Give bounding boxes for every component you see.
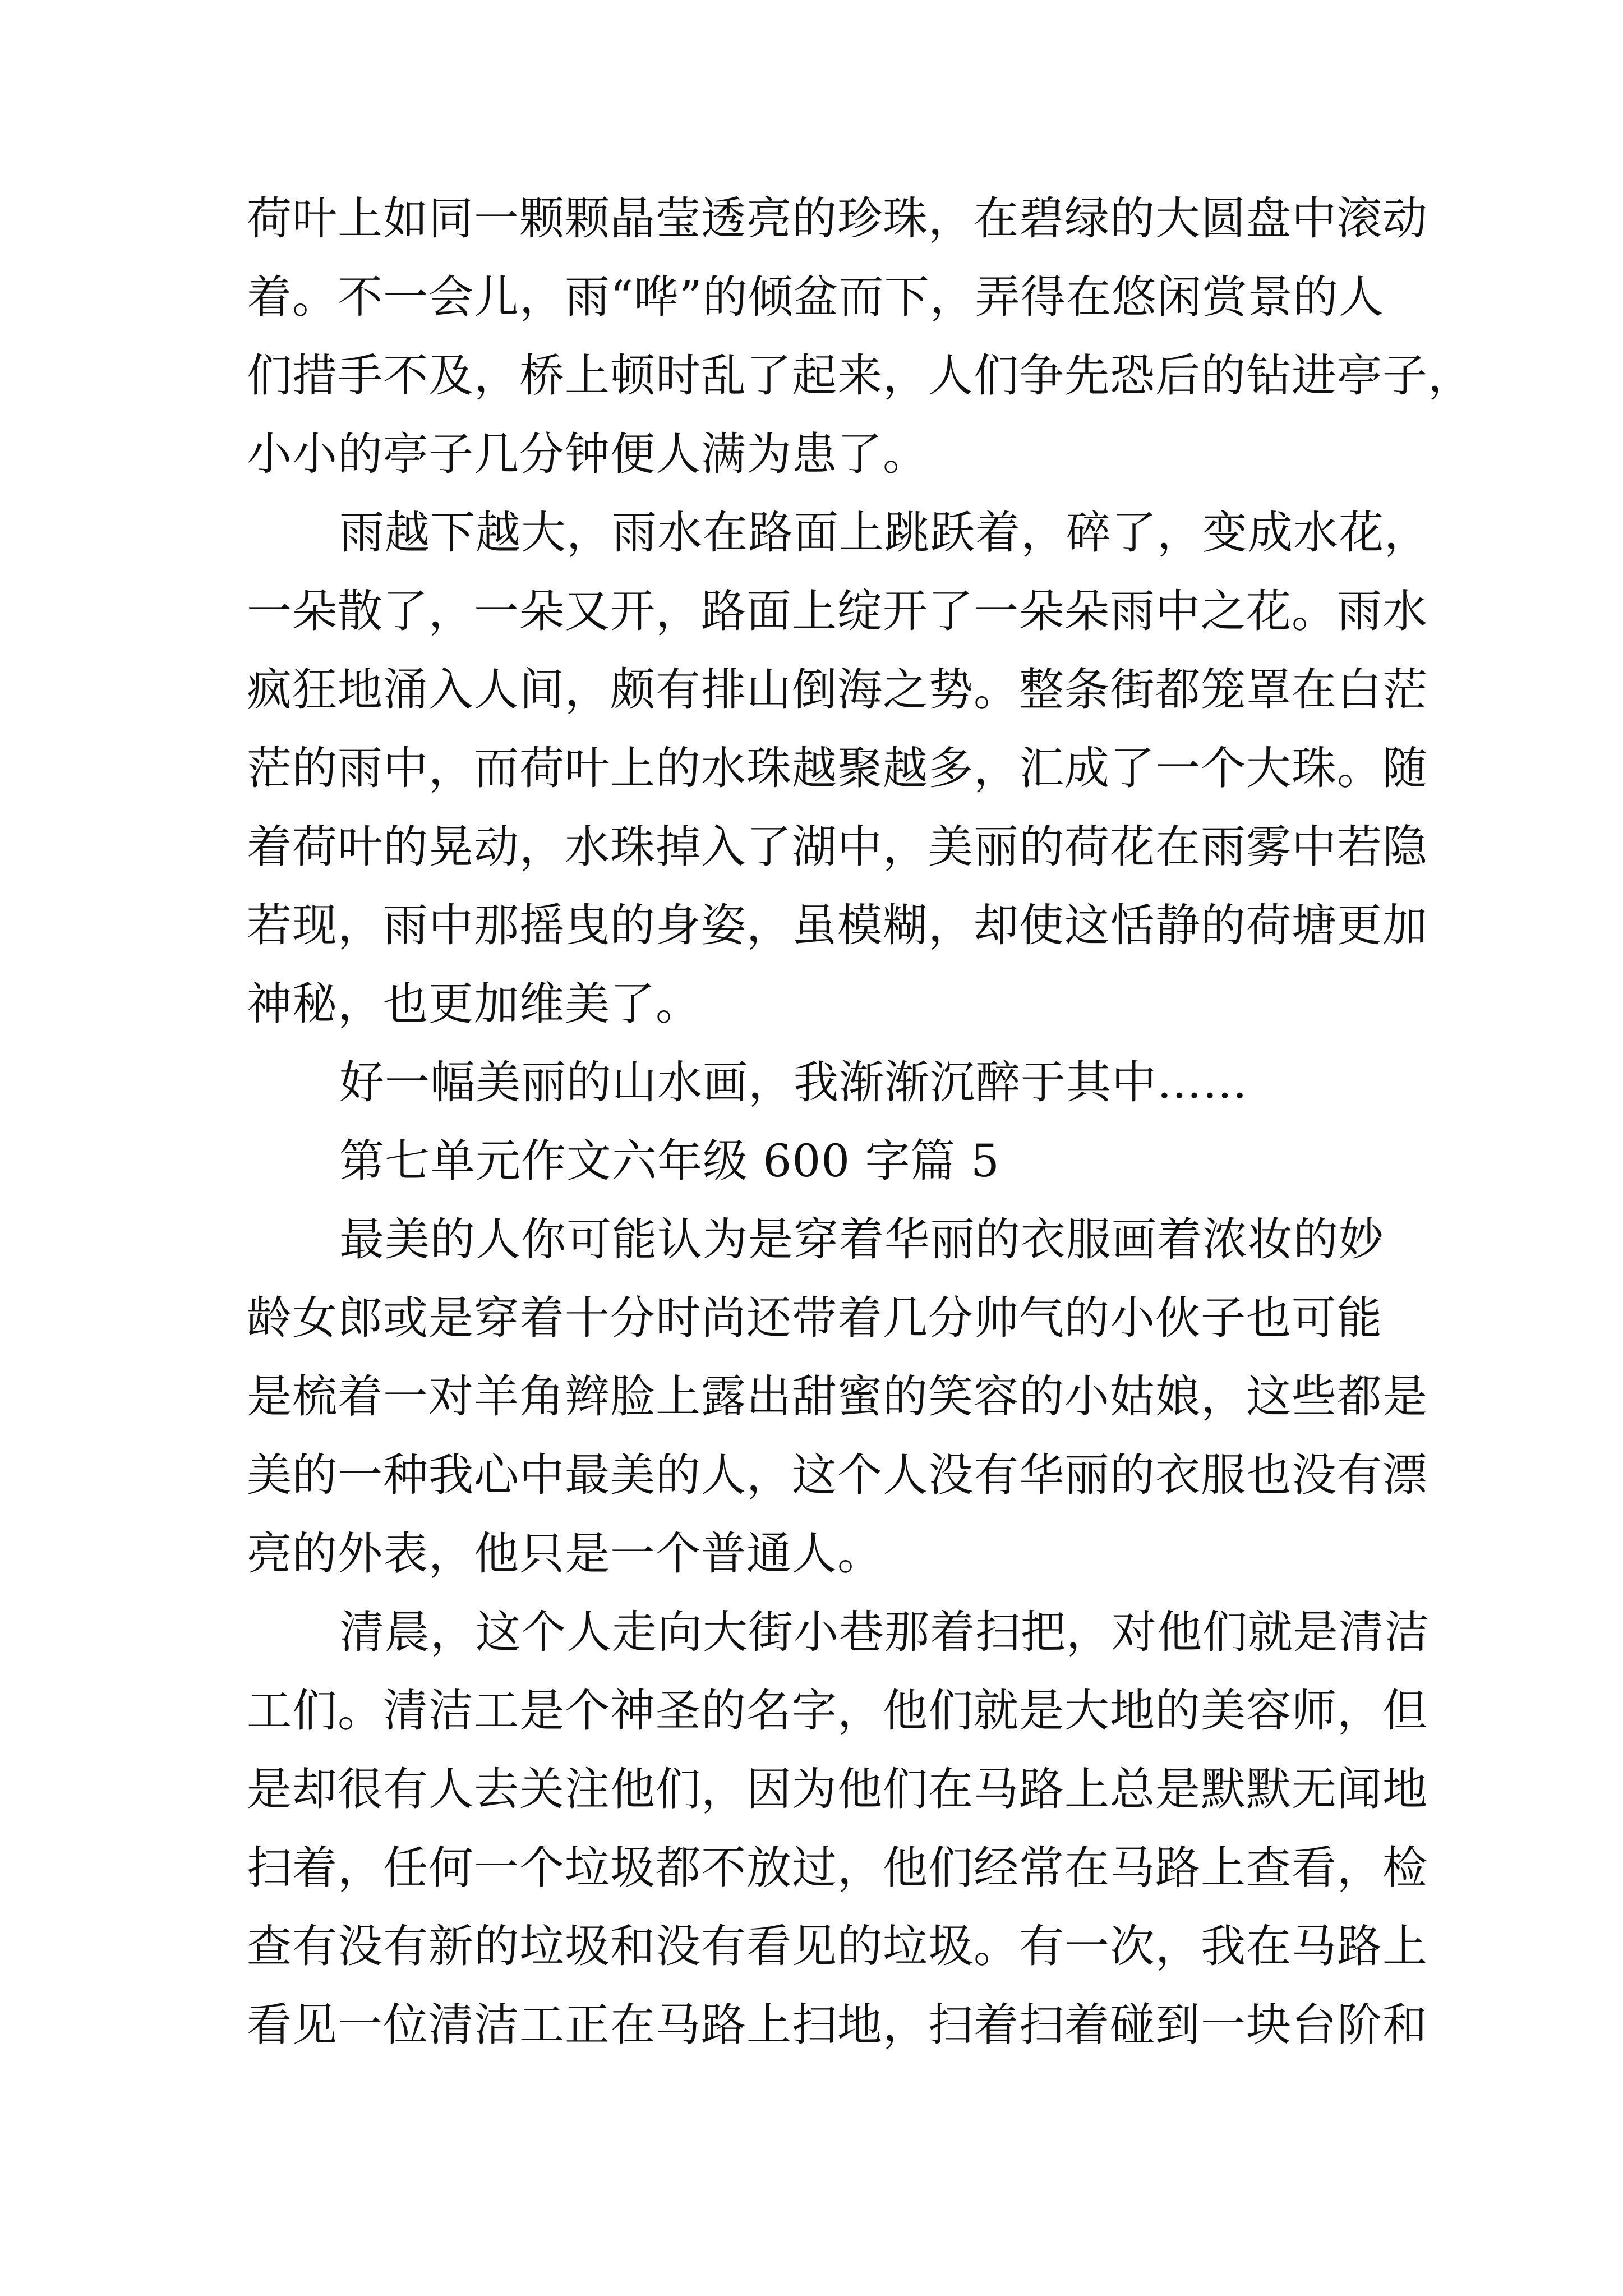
text-line: 茫的雨中，而荷叶上的水珠越聚越多，汇成了一个大珠。随 bbox=[247, 742, 1428, 794]
text-line: 扫着，任何一个垃圾都不放过，他们经常在马路上查看，检 bbox=[247, 1842, 1428, 1894]
text-line: 着。不一会儿，雨“哗”的倾盆而下，弄得在悠闲赏景的人 bbox=[247, 271, 1384, 323]
text-line: 是却很有人去关注他们，因为他们在马路上总是默默无闻地 bbox=[247, 1763, 1428, 1815]
text-line: 工们。清洁工是个神圣的名字，他们就是大地的美容师，但 bbox=[247, 1685, 1428, 1737]
text-line: 龄女郎或是穿着十分时尚还带着几分帅气的小伙子也可能 bbox=[247, 1292, 1382, 1344]
paragraph-first-line: 最美的人你可能认为是穿着华丽的衣服画着浓妆的妙 bbox=[339, 1213, 1384, 1266]
paragraph-first-line: 清晨，这个人走向大街小巷那着扫把，对他们就是清洁 bbox=[339, 1606, 1430, 1658]
text-line: 看见一位清洁工正在马路上扫地，扫着扫着碰到一块台阶和 bbox=[247, 1999, 1428, 2051]
text-line: 疯狂地涌入人间，颇有排山倒海之势。整条街都笼罩在白茫 bbox=[247, 664, 1428, 716]
text-line: 是梳着一对羊角辫脸上露出甜蜜的笑容的小姑娘，这些都是 bbox=[247, 1370, 1428, 1423]
text-line: 查有没有新的垃圾和没有看见的垃圾。有一次，我在马路上 bbox=[247, 1920, 1428, 1972]
text-line: 一朵散了，一朵又开，路面上绽开了一朵朵雨中之花。雨水 bbox=[247, 585, 1428, 637]
text-line: 美的一种我心中最美的人，这个人没有华丽的衣服也没有漂 bbox=[247, 1449, 1428, 1501]
paragraph-first-line: 雨越下越大，雨水在路面上跳跃着，碎了，变成水花， bbox=[339, 507, 1430, 559]
text-line: 亮的外表，他只是一个普通人。 bbox=[247, 1527, 883, 1580]
section-title: 第七单元作文六年级 600 字篇 5 bbox=[339, 1135, 1000, 1187]
text-line: 着荷叶的晃动，水珠掉入了湖中，美丽的荷花在雨雾中若隐 bbox=[247, 821, 1428, 873]
text-line: 若现，雨中那摇曳的身姿，虽模糊，却使这恬静的荷塘更加 bbox=[247, 899, 1428, 951]
text-line: 荷叶上如同一颗颗晶莹透亮的珍珠，在碧绿的大圆盘中滚动 bbox=[247, 192, 1428, 245]
text-line: 小小的亭子几分钟便人满为患了。 bbox=[247, 428, 928, 480]
document-body bbox=[247, 180, 1473, 2064]
paragraph-first-line: 好一幅美丽的山水画，我渐渐沉醉于其中…… bbox=[339, 1056, 1248, 1108]
text-line: 神秘，也更加维美了。 bbox=[247, 978, 701, 1030]
text-line: 们措手不及，桥上顿时乱了起来，人们争先恐后的钻进亭子， bbox=[247, 349, 1473, 402]
